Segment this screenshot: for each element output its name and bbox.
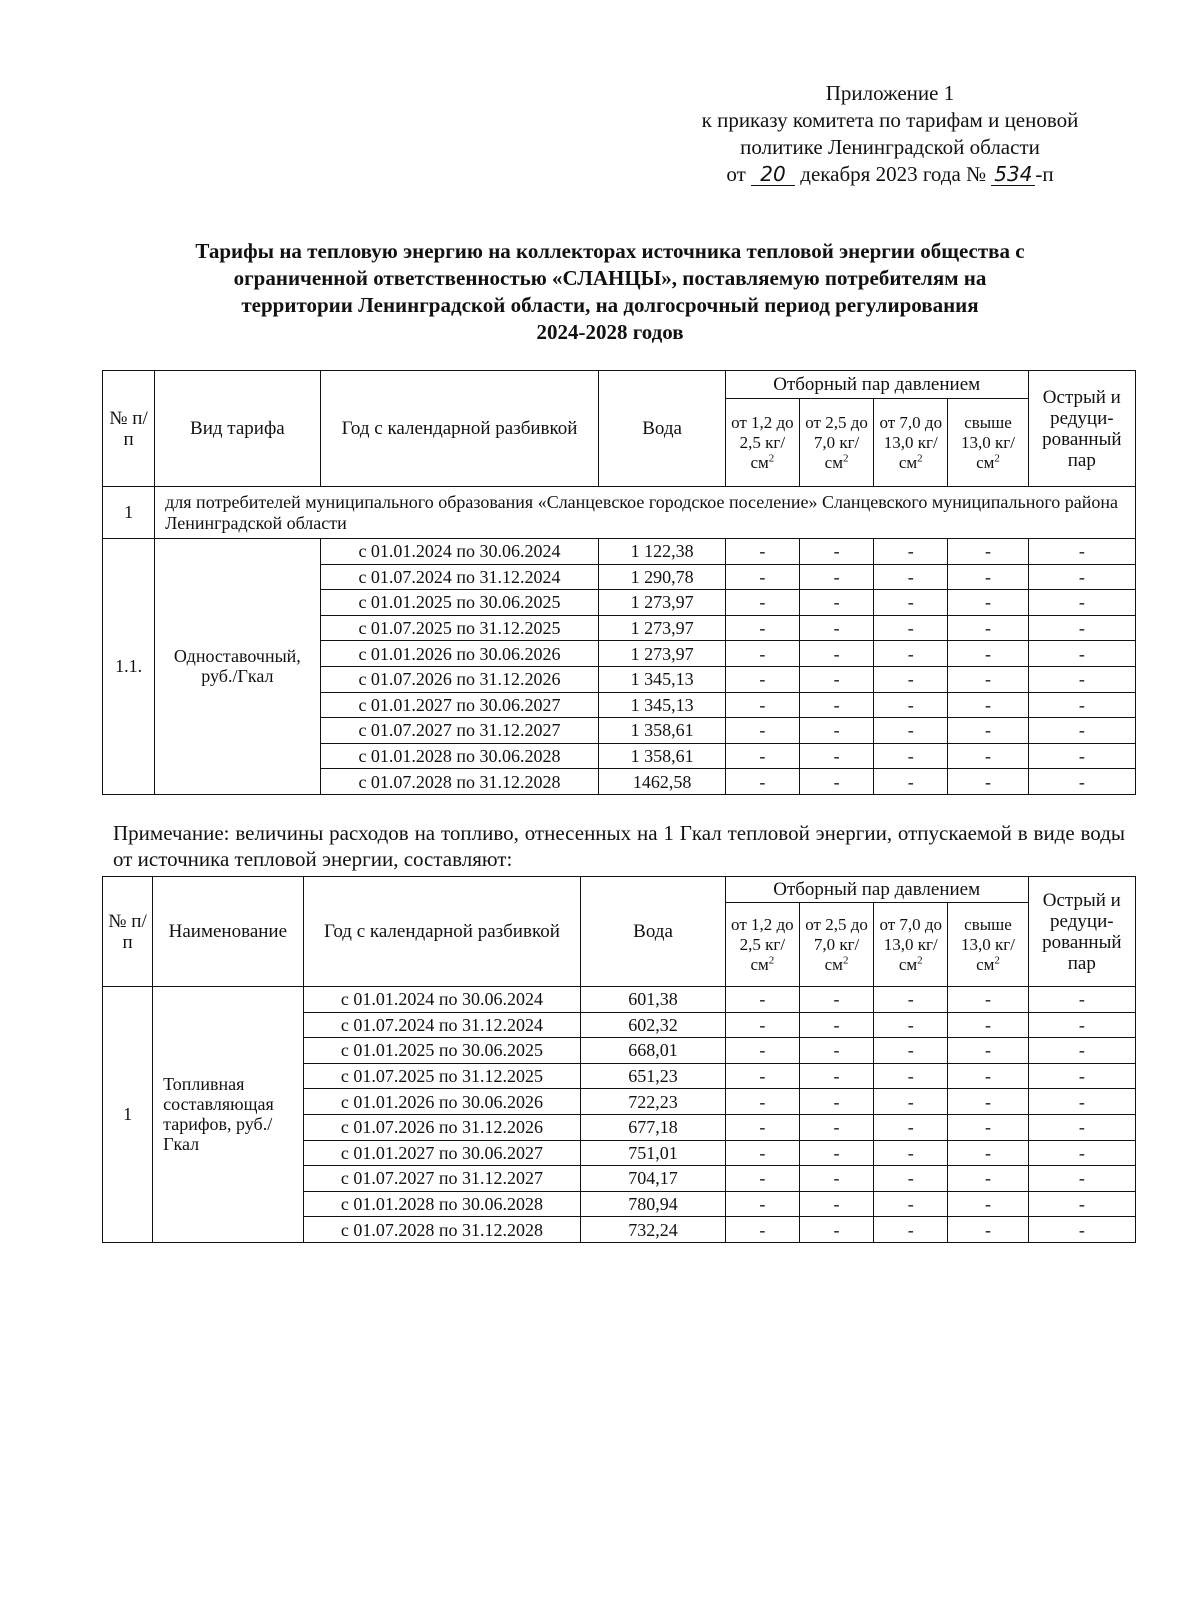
steam-4-value: - <box>948 666 1028 692</box>
steam-2-value: - <box>799 1089 873 1115</box>
header-tariff-type: Вид тарифа <box>155 371 320 487</box>
steam-3-value: - <box>874 666 948 692</box>
steam-4-value: - <box>948 1114 1028 1140</box>
steam-4-value: - <box>948 743 1028 769</box>
water-value: 1 290,78 <box>599 564 725 590</box>
steam-4-value: - <box>948 1038 1028 1064</box>
steam-4-value: - <box>948 1166 1028 1192</box>
steam-4-value: - <box>948 1012 1028 1038</box>
steam-1-value: - <box>725 1063 799 1089</box>
fuel-note: Примечание: величины расходов на топливо, отнесенных на 1 Гкал тепловой энергии, отпускаемой в виде воды от источника тепловой энергии, составляют: <box>113 821 1125 871</box>
period-cell: с 01.07.2027 по 31.12.2027 <box>303 1166 581 1192</box>
header-steam-group: Отборный пар давлением <box>725 877 1028 903</box>
steam-4-value: - <box>948 539 1028 565</box>
steam-3-value: - <box>874 692 948 718</box>
water-value: 601,38 <box>581 987 725 1013</box>
sharp-steam-value: - <box>1028 1217 1135 1243</box>
sharp-steam-value: - <box>1028 590 1135 616</box>
header-water: Вода <box>599 371 725 487</box>
annex-order-ref: к приказу комитета по тарифам и ценовой <box>701 108 1079 132</box>
steam-1-value: - <box>725 718 799 744</box>
steam-4-value: - <box>948 1140 1028 1166</box>
steam-3-value: - <box>874 987 948 1013</box>
header-steam-3: от 7,0 до 13,0 $кг/см^2$ <box>874 903 948 987</box>
period-cell: с 01.01.2025 по 30.06.2025 <box>320 590 599 616</box>
period-cell: с 01.01.2025 по 30.06.2025 <box>303 1038 581 1064</box>
steam-3-value: - <box>874 641 948 667</box>
header-num: № п/п <box>103 877 153 987</box>
sharp-steam-value: - <box>1028 987 1135 1013</box>
title-line-4: 2024-2028 годов <box>536 320 684 344</box>
steam-2-value: - <box>799 1038 873 1064</box>
steam-4-value: - <box>948 987 1028 1013</box>
annex-date-day: 20 <box>751 163 795 186</box>
sharp-steam-value: - <box>1028 718 1135 744</box>
header-name: Наименование <box>153 877 303 987</box>
title-line-3: территории Ленинградской области, на долгосрочный период регулирования <box>241 293 979 317</box>
sharp-steam-value: - <box>1028 666 1135 692</box>
water-value: 1 273,97 <box>599 641 725 667</box>
period-cell: с 01.07.2027 по 31.12.2027 <box>320 718 599 744</box>
steam-2-value: - <box>799 1063 873 1089</box>
steam-3-value: - <box>874 1166 948 1192</box>
steam-3-value: - <box>874 1217 948 1243</box>
annex-header <box>640 80 1140 188</box>
water-value: 1 122,38 <box>599 539 725 565</box>
table-row <box>103 987 1136 1013</box>
water-value: 1 273,97 <box>599 615 725 641</box>
period-cell: с 01.01.2026 по 30.06.2026 <box>320 641 599 667</box>
table-row <box>103 539 1136 565</box>
group-description: для потребителей муниципального образования «Сланцевское городское поселение» Сланцевского муниципального района Ленинградской области <box>155 487 1136 539</box>
steam-2-value: - <box>799 692 873 718</box>
steam-4-value: - <box>948 1191 1028 1217</box>
steam-1-value: - <box>725 692 799 718</box>
steam-1-value: - <box>725 743 799 769</box>
period-cell: с 01.07.2026 по 31.12.2026 <box>320 666 599 692</box>
steam-4-value: - <box>948 769 1028 795</box>
steam-2-value: - <box>799 769 873 795</box>
annex-date-line <box>640 161 1140 188</box>
water-value: 722,23 <box>581 1089 725 1115</box>
steam-2-value: - <box>799 1217 873 1243</box>
title-line-1: Тарифы на тепловую энергию на коллекторах источника тепловой энергии общества с <box>195 239 1025 263</box>
steam-2-value: - <box>799 641 873 667</box>
steam-1-value: - <box>725 987 799 1013</box>
header-num: № п/п <box>103 371 155 487</box>
water-value: 732,24 <box>581 1217 725 1243</box>
period-cell: с 01.07.2028 по 31.12.2028 <box>303 1217 581 1243</box>
period-cell: с 01.07.2026 по 31.12.2026 <box>303 1114 581 1140</box>
header-steam-2: от 2,5 до 7,0 $кг/см^2$ <box>799 903 873 987</box>
period-cell: с 01.07.2028 по 31.12.2028 <box>320 769 599 795</box>
steam-4-value: - <box>948 590 1028 616</box>
steam-3-value: - <box>874 564 948 590</box>
steam-2-value: - <box>799 1140 873 1166</box>
period-cell: с 01.01.2026 по 30.06.2026 <box>303 1089 581 1115</box>
water-value: 651,23 <box>581 1063 725 1089</box>
sharp-steam-value: - <box>1028 615 1135 641</box>
header-steam-4: свыше 13,0 $кг/см^2$ <box>948 903 1028 987</box>
steam-3-value: - <box>874 539 948 565</box>
water-value: 704,17 <box>581 1166 725 1192</box>
header-steam-1: от 1,2 до 2,5 $кг/см^2$ <box>725 399 799 487</box>
steam-2-value: - <box>799 718 873 744</box>
water-value: 1 345,13 <box>599 692 725 718</box>
water-value: 1 358,61 <box>599 743 725 769</box>
steam-1-value: - <box>725 1191 799 1217</box>
water-value: 780,94 <box>581 1191 725 1217</box>
header-sharp-steam: Острый и редуци-рованный пар <box>1028 371 1135 487</box>
steam-3-value: - <box>874 615 948 641</box>
sharp-steam-value: - <box>1028 743 1135 769</box>
steam-4-value: - <box>948 1217 1028 1243</box>
steam-3-value: - <box>874 718 948 744</box>
period-cell: с 01.01.2024 по 30.06.2024 <box>303 987 581 1013</box>
period-cell: с 01.01.2028 по 30.06.2028 <box>303 1191 581 1217</box>
period-cell: с 01.01.2024 по 30.06.2024 <box>320 539 599 565</box>
sharp-steam-value: - <box>1028 1140 1135 1166</box>
water-value: 751,01 <box>581 1140 725 1166</box>
steam-4-value: - <box>948 641 1028 667</box>
water-value: 1 273,97 <box>599 590 725 616</box>
steam-1-value: - <box>725 641 799 667</box>
period-cell: с 01.07.2024 по 31.12.2024 <box>320 564 599 590</box>
fuel-component-name: Топливная составляющая тарифов, руб./Гкал <box>153 987 303 1243</box>
sharp-steam-value: - <box>1028 564 1135 590</box>
steam-3-value: - <box>874 590 948 616</box>
steam-2-value: - <box>799 615 873 641</box>
annex-date-rest: декабря 2023 года № <box>800 162 987 186</box>
water-value: 677,18 <box>581 1114 725 1140</box>
steam-3-value: - <box>874 743 948 769</box>
steam-3-value: - <box>874 769 948 795</box>
steam-2-value: - <box>799 1114 873 1140</box>
sharp-steam-value: - <box>1028 1038 1135 1064</box>
steam-3-value: - <box>874 1063 948 1089</box>
period-cell: с 01.07.2025 по 31.12.2025 <box>303 1063 581 1089</box>
steam-3-value: - <box>874 1038 948 1064</box>
fuel-table <box>102 876 1136 1243</box>
water-value: 1462,58 <box>599 769 725 795</box>
header-year: Год с календарной разбивкой <box>303 877 581 987</box>
steam-2-value: - <box>799 743 873 769</box>
steam-2-value: - <box>799 1166 873 1192</box>
water-value: 1 358,61 <box>599 718 725 744</box>
steam-1-value: - <box>725 1140 799 1166</box>
steam-1-value: - <box>725 1114 799 1140</box>
steam-3-value: - <box>874 1191 948 1217</box>
row-num: 1 <box>103 987 153 1243</box>
period-cell: с 01.07.2024 по 31.12.2024 <box>303 1012 581 1038</box>
document-title <box>110 238 1110 346</box>
header-steam-1: от 1,2 до 2,5 $кг/см^2$ <box>725 903 799 987</box>
header-water: Вода <box>581 877 725 987</box>
water-value: 1 345,13 <box>599 666 725 692</box>
period-cell: с 01.01.2027 по 30.06.2027 <box>320 692 599 718</box>
sharp-steam-value: - <box>1028 1012 1135 1038</box>
steam-1-value: - <box>725 769 799 795</box>
sharp-steam-value: - <box>1028 769 1135 795</box>
sharp-steam-value: - <box>1028 1089 1135 1115</box>
steam-2-value: - <box>799 564 873 590</box>
tariff-type: Одноставочный, руб./Гкал <box>155 539 320 795</box>
steam-2-value: - <box>799 590 873 616</box>
period-cell: с 01.07.2025 по 31.12.2025 <box>320 615 599 641</box>
steam-1-value: - <box>725 564 799 590</box>
period-cell: с 01.01.2027 по 30.06.2027 <box>303 1140 581 1166</box>
annex-date-prefix: от <box>726 162 746 186</box>
steam-4-value: - <box>948 564 1028 590</box>
subgroup-num: 1.1. <box>103 539 155 795</box>
steam-4-value: - <box>948 718 1028 744</box>
steam-4-value: - <box>948 692 1028 718</box>
title-line-2: ограниченной ответственностью «СЛАНЦЫ», поставляемую потребителям на <box>233 266 987 290</box>
sharp-steam-value: - <box>1028 1191 1135 1217</box>
steam-3-value: - <box>874 1089 948 1115</box>
steam-2-value: - <box>799 1191 873 1217</box>
steam-3-value: - <box>874 1012 948 1038</box>
steam-2-value: - <box>799 539 873 565</box>
sharp-steam-value: - <box>1028 539 1135 565</box>
sharp-steam-value: - <box>1028 1063 1135 1089</box>
steam-1-value: - <box>725 1166 799 1192</box>
steam-4-value: - <box>948 615 1028 641</box>
group-num: 1 <box>103 487 155 539</box>
steam-1-value: - <box>725 590 799 616</box>
sharp-steam-value: - <box>1028 641 1135 667</box>
header-sharp-steam: Острый и редуци-рованный пар <box>1028 877 1135 987</box>
steam-1-value: - <box>725 1217 799 1243</box>
sharp-steam-value: - <box>1028 1166 1135 1192</box>
steam-1-value: - <box>725 666 799 692</box>
steam-3-value: - <box>874 1140 948 1166</box>
header-steam-3: от 7,0 до 13,0 $кг/см^2$ <box>874 399 948 487</box>
annex-committee: политике Ленинградской области <box>740 135 1040 159</box>
header-steam-2: от 2,5 до 7,0 $кг/см^2$ <box>799 399 873 487</box>
header-steam-4: свыше 13,0 $кг/см^2$ <box>948 399 1028 487</box>
steam-1-value: - <box>725 1089 799 1115</box>
water-value: 602,32 <box>581 1012 725 1038</box>
steam-1-value: - <box>725 1038 799 1064</box>
steam-2-value: - <box>799 987 873 1013</box>
period-cell: с 01.01.2028 по 30.06.2028 <box>320 743 599 769</box>
header-year: Год с календарной разбивкой <box>320 371 599 487</box>
steam-4-value: - <box>948 1089 1028 1115</box>
tariff-table <box>102 370 1136 795</box>
steam-2-value: - <box>799 1012 873 1038</box>
steam-3-value: - <box>874 1114 948 1140</box>
steam-1-value: - <box>725 1012 799 1038</box>
steam-1-value: - <box>725 615 799 641</box>
sharp-steam-value: - <box>1028 692 1135 718</box>
annex-title: Приложение 1 <box>825 81 955 105</box>
steam-1-value: - <box>725 539 799 565</box>
sharp-steam-value: - <box>1028 1114 1135 1140</box>
header-steam-group: Отборный пар давлением <box>725 371 1028 399</box>
water-value: 668,01 <box>581 1038 725 1064</box>
annex-order-suffix: -п <box>1035 162 1054 186</box>
steam-4-value: - <box>948 1063 1028 1089</box>
annex-order-number: 534 <box>991 163 1035 186</box>
steam-2-value: - <box>799 666 873 692</box>
